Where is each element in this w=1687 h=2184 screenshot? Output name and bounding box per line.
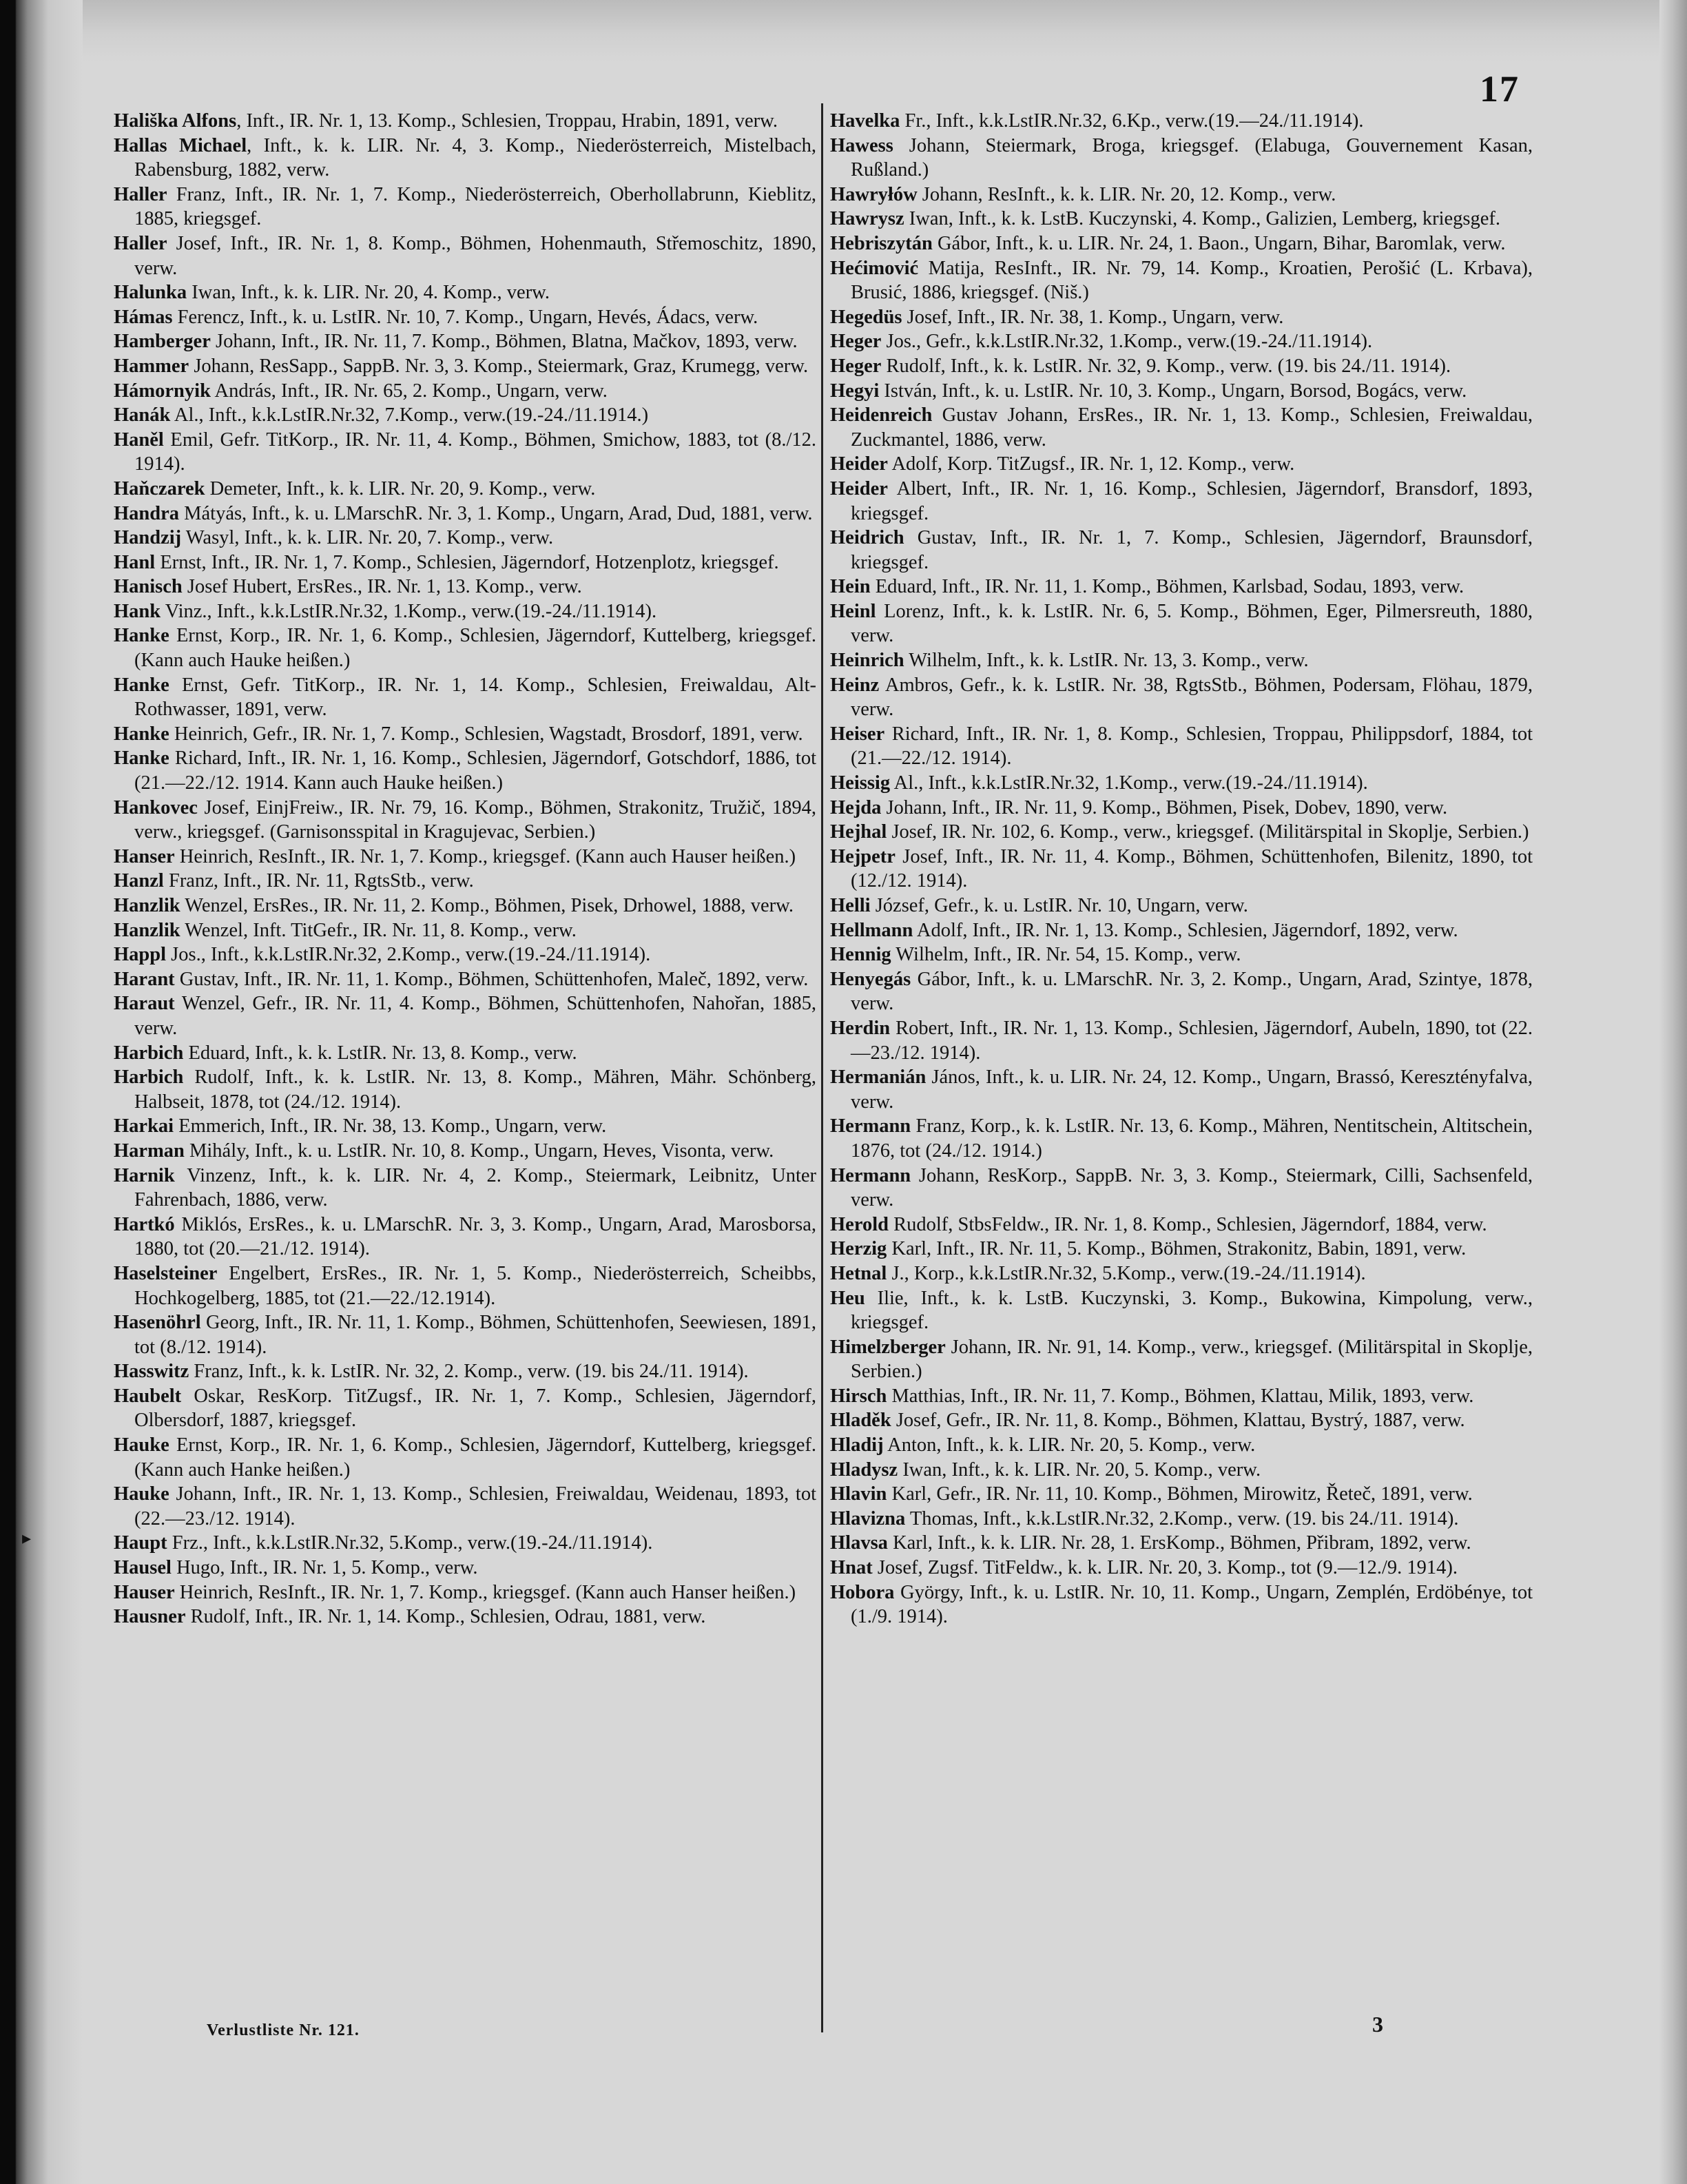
entry-details: Johann, Inft., IR. Nr. 11, 7. Komp., Böhmen, Blatna, Mačkov, 1893, verw.: [210, 331, 798, 353]
entry-surname: Harant: [114, 968, 175, 990]
left-column: [114, 109, 816, 1629]
casualty-entry: [830, 1164, 1533, 1213]
entry-details: Oskar, ResKorp. TitZugsf., IR. Nr. 1, 7. Komp., Schlesien, Jägerndorf, Olbersdorf, 1887, kriegsgef.: [134, 1385, 816, 1432]
casualty-entry: [114, 403, 816, 428]
entry-surname: Hein: [830, 576, 871, 598]
entry-details: Heinrich, Gefr., IR. Nr. 1, 7. Komp., Schlesien, Wagstadt, Brosdorf, 1891, verw.: [169, 723, 803, 745]
entry-details: Johann, Inft., IR. Nr. 1, 13. Komp., Schlesien, Freiwaldau, Weidenau, 1893, tot (22.—23./12. 1914).: [134, 1483, 816, 1529]
entry-surname: Hanák: [114, 404, 171, 426]
casualty-entry: [830, 673, 1533, 722]
entry-details: Anton, Inft., k. k. LIR. Nr. 20, 5. Komp., verw.: [883, 1434, 1256, 1456]
entry-surname: Hlavin: [830, 1483, 887, 1505]
entry-surname: Haller: [114, 232, 167, 254]
casualty-entry: [830, 1335, 1533, 1384]
entry-details: Ernst, Korp., IR. Nr. 1, 6. Komp., Schlesien, Jägerndorf, Kuttelberg, kriegsgef. (Kann auch Hauke heißen.): [134, 625, 816, 672]
footer-sheet-number: 3: [1372, 2012, 1383, 2037]
entry-details: Karl, Gefr., IR. Nr. 11, 10. Komp., Böhmen, Mirowitz, Řeteč, 1891, verw.: [887, 1483, 1473, 1505]
casualty-entry: [114, 991, 816, 1040]
casualty-entry: [830, 109, 1533, 134]
entry-details: Hugo, Inft., IR. Nr. 1, 5. Komp., verw.: [171, 1557, 478, 1579]
entry-details: Fr., Inft., k.k.LstIR.Nr.32, 6.Kp., verw.(19.—24./11.1914).: [900, 110, 1364, 132]
casualty-entry: [114, 575, 816, 599]
casualty-entry: [830, 1580, 1533, 1629]
casualty-entry: [114, 599, 816, 624]
casualty-entry: [114, 1359, 816, 1384]
casualty-entry: [114, 526, 816, 550]
entry-surname: Halunka: [114, 282, 187, 304]
casualty-entry: [830, 1531, 1533, 1556]
entry-details: Franz, Inft., k. k. LstIR. Nr. 32, 2. Komp., verw. (19. bis 24./11. 1914).: [189, 1361, 749, 1383]
entry-surname: Harbich: [114, 1042, 184, 1064]
entry-details: József, Gefr., k. u. LstIR. Nr. 10, Ungarn, verw.: [870, 895, 1248, 916]
entry-details: , Inft., k. k. LIR. Nr. 4, 3. Komp., Niederösterreich, Mistelbach, Rabensburg, 1882, verw.: [134, 134, 816, 181]
entry-surname: Hausel: [114, 1557, 172, 1579]
casualty-entry: [114, 1261, 816, 1310]
entry-surname: Hank: [114, 600, 161, 622]
casualty-entry: [830, 967, 1533, 1016]
entry-surname: Hlavizna: [830, 1507, 906, 1529]
casualty-entry: [830, 1261, 1533, 1286]
entry-surname: Hammer: [114, 355, 189, 377]
casualty-entry: [830, 771, 1533, 796]
casualty-entry: [114, 134, 816, 183]
entry-surname: Hermann: [830, 1164, 911, 1186]
entry-surname: Hanisch: [114, 576, 183, 598]
casualty-entry: [830, 256, 1533, 305]
entry-details: Mihály, Inft., k. u. LstIR. Nr. 10, 8. Komp., Ungarn, Heves, Visonta, verw.: [184, 1140, 774, 1162]
entry-details: András, Inft., IR. Nr. 65, 2. Komp., Ungarn, verw.: [210, 380, 608, 402]
entry-surname: Hausner: [114, 1606, 186, 1628]
entry-surname: Hladěk: [830, 1410, 891, 1432]
entry-details: Johann, Steiermark, Broga, kriegsgef. (Elabuga, Gouvernement Kasan, Rußland.): [851, 134, 1533, 181]
entry-details: Emmerich, Inft., IR. Nr. 38, 13. Komp., Ungarn, verw.: [174, 1115, 607, 1137]
entry-details: Rudolf, Inft., k. k. LstIR. Nr. 13, 8. Komp., Mähren, Mähr. Schönberg, Halbseit, 1878, tot (24./12. 1914).: [134, 1067, 816, 1113]
entry-details: Gábor, Inft., k. u. LIR. Nr. 24, 1. Baon., Ungarn, Bihar, Baromlak, verw.: [932, 232, 1506, 254]
entry-surname: Hobora: [830, 1581, 895, 1603]
casualty-entry: [114, 1556, 816, 1580]
entry-surname: Haller: [114, 183, 167, 205]
casualty-entry: [830, 1065, 1533, 1114]
casualty-entry: [114, 1310, 816, 1359]
entry-details: Gustav, Inft., IR. Nr. 1, 7. Komp., Schlesien, Jägerndorf, Braunsdorf, kriegsgef.: [851, 527, 1533, 573]
casualty-entry: [830, 1384, 1533, 1409]
casualty-entry: [830, 1507, 1533, 1532]
casualty-entry: [114, 477, 816, 502]
entry-surname: Helli: [830, 895, 871, 916]
entry-surname: Hanzlik: [114, 919, 180, 941]
entry-details: Georg, Inft., IR. Nr. 11, 1. Komp., Böhmen, Schüttenhofen, Seewiesen, 1891, tot (8./12. 1914).: [134, 1312, 816, 1358]
entry-details: Johann, Inft., IR. Nr. 11, 9. Komp., Böhmen, Pisek, Dobev, 1890, verw.: [881, 796, 1448, 818]
entry-details: Ilie, Inft., k. k. LstB. Kuczynski, 3. Komp., Bukowina, Kimpolung, verw., kriegsgef.: [851, 1287, 1533, 1334]
entry-surname: Hámas: [114, 306, 173, 328]
entry-surname: Handzij: [114, 527, 182, 549]
entry-details: Adolf, Korp. TitZugsf., IR. Nr. 1, 12. Komp., verw.: [887, 453, 1295, 475]
entry-surname: Hasswitz: [114, 1361, 189, 1383]
casualty-entry: [830, 599, 1533, 648]
entry-surname: Hegyi: [830, 380, 880, 402]
entry-details: Albert, Inft., IR. Nr. 1, 16. Komp., Schlesien, Jägerndorf, Bransdorf, 1893, kriegsgef.: [851, 477, 1533, 524]
casualty-entry: [830, 329, 1533, 354]
casualty-entry: [114, 869, 816, 894]
entry-surname: Hejpetr: [830, 845, 896, 867]
entry-surname: Hejda: [830, 796, 882, 818]
casualty-entry: [114, 746, 816, 795]
casualty-entry: [114, 231, 816, 280]
entry-details: Lorenz, Inft., k. k. LstIR. Nr. 6, 5. Komp., Böhmen, Eger, Pilmersreuth, 1880, verw.: [851, 600, 1533, 647]
entry-details: Engelbert, ErsRes., IR. Nr. 1, 5. Komp., Niederösterreich, Scheibbs, Hochkogelberg, 1885, tot (21.—22./12.1914).: [134, 1262, 816, 1309]
entry-details: Emil, Gefr. TitKorp., IR. Nr. 11, 4. Komp., Böhmen, Smichow, 1883, tot (8./12. 1914).: [134, 429, 816, 475]
entry-details: Wenzel, Inft. TitGefr., IR. Nr. 11, 8. Komp., verw.: [180, 919, 577, 941]
entry-details: Josef, Inft., IR. Nr. 11, 4. Komp., Böhmen, Schüttenhofen, Bilenitz, 1890, tot (12./12. 1914).: [851, 845, 1533, 892]
casualty-entry: [114, 1114, 816, 1139]
entry-surname: Hawrysz: [830, 208, 904, 230]
entry-details: Johann, ResKorp., SappB. Nr. 3, 3. Komp., Steiermark, Cilli, Sachsenfeld, verw.: [851, 1164, 1533, 1211]
entry-surname: Hanke: [114, 723, 169, 745]
entry-surname: Hermann: [830, 1115, 911, 1137]
entry-details: Franz, Inft., IR. Nr. 11, RgtsStb., verw.: [163, 870, 474, 892]
casualty-entry: [830, 894, 1533, 918]
entry-details: , Inft., IR. Nr. 1, 13. Komp., Schlesien, Troppau, Hrabin, 1891, verw.: [236, 110, 778, 132]
page-number: 17: [1480, 68, 1520, 110]
casualty-entry: [114, 1580, 816, 1605]
entry-surname: Handra: [114, 502, 180, 524]
casualty-entry: [830, 526, 1533, 575]
entry-details: Johann, ResInft., k. k. LIR. Nr. 20, 12. Komp., verw.: [917, 183, 1336, 205]
entry-surname: Hallas Michael: [114, 134, 247, 156]
casualty-entry: [114, 183, 816, 231]
entry-details: György, Inft., k. u. LstIR. Nr. 10, 11. Komp., Ungarn, Zemplén, Erdöbénye, tot (1./9. 1914).: [851, 1581, 1533, 1628]
casualty-entry: [114, 1164, 816, 1213]
entry-surname: Heinrich: [830, 650, 904, 672]
casualty-entry: [830, 648, 1533, 673]
entry-details: Adolf, Inft., IR. Nr. 1, 13. Komp., Schlesien, Jägerndorf, 1892, verw.: [913, 919, 1458, 941]
casualty-entry: [830, 452, 1533, 477]
right-column: [830, 109, 1533, 1629]
casualty-entry: [114, 550, 816, 575]
casualty-entry: [114, 942, 816, 967]
entry-surname: Heu: [830, 1287, 865, 1309]
entry-details: Wenzel, Gefr., IR. Nr. 11, 4. Komp., Böhmen, Schüttenhofen, Nahořan, 1885, verw.: [134, 993, 816, 1039]
casualty-entry: [830, 1237, 1533, 1261]
entry-details: Ernst, Inft., IR. Nr. 1, 7. Komp., Schlesien, Jägerndorf, Hotzenplotz, kriegsgef.: [155, 551, 779, 573]
entry-details: Josef, EinjFreiw., IR. Nr. 79, 16. Komp., Böhmen, Strakonitz, Tružič, 1894, verw., kriegsgef. (Garnisonsspital in Kragujevac, Serbien.): [134, 796, 816, 843]
entry-surname: Hirsch: [830, 1385, 887, 1407]
casualty-entry: [114, 967, 816, 992]
entry-details: Heinrich, ResInft., IR. Nr. 1, 7. Komp., kriegsgef. (Kann auch Hauser heißen.): [174, 845, 796, 867]
entry-surname: Heider: [830, 477, 888, 499]
entry-details: Gustav Johann, ErsRes., IR. Nr. 1, 13. Komp., Schlesien, Freiwaldau, Zuckmantel, 1886, verw.: [851, 404, 1533, 451]
entry-surname: Harman: [114, 1140, 185, 1162]
entry-surname: Hladij: [830, 1434, 884, 1456]
entry-surname: Hellmann: [830, 919, 913, 941]
casualty-entry: [114, 502, 816, 526]
casualty-entry: [114, 918, 816, 943]
entry-surname: Herzig: [830, 1238, 887, 1260]
entry-surname: Hermanián: [830, 1067, 927, 1089]
casualty-entry: [830, 403, 1533, 452]
casualty-entry: [114, 305, 816, 330]
entry-details: Franz, Inft., IR. Nr. 1, 7. Komp., Niederösterreich, Oberhollabrunn, Kieblitz, 1885, kriegsgef.: [134, 183, 816, 230]
entry-surname: Hanl: [114, 551, 156, 573]
casualty-entry: [114, 428, 816, 477]
casualty-entry: [830, 379, 1533, 404]
entry-details: Heinrich, ResInft., IR. Nr. 1, 7. Komp., kriegsgef. (Kann auch Hanser heißen.): [174, 1581, 796, 1603]
entry-surname: Hanser: [114, 845, 175, 867]
entry-details: J., Korp., k.k.LstIR.Nr.32, 5.Komp., verw.(19.-24./11.1914).: [887, 1262, 1366, 1284]
entry-surname: Hamberger: [114, 331, 211, 353]
entry-details: Karl, Inft., IR. Nr. 11, 5. Komp., Böhmen, Strakonitz, Babin, 1891, verw.: [887, 1238, 1467, 1260]
entry-details: Ernst, Korp., IR. Nr. 1, 6. Komp., Schlesien, Jägerndorf, Kuttelberg, kriegsgef. (Kann auch Hanke heißen.): [134, 1434, 816, 1481]
entry-surname: Heger: [830, 331, 882, 353]
entry-details: Josef, Gefr., IR. Nr. 11, 8. Komp., Böhmen, Klattau, Bystrý, 1887, verw.: [891, 1410, 1465, 1432]
entry-surname: Haněl: [114, 429, 164, 451]
casualty-entry: [830, 134, 1533, 183]
entry-details: Richard, Inft., IR. Nr. 1, 16. Komp., Schlesien, Jägerndorf, Gotschdorf, 1886, tot (21.—22./12. 1914. Kann auch Hauke heißen.): [134, 748, 816, 794]
casualty-entry: [114, 845, 816, 869]
casualty-entry: [114, 1041, 816, 1066]
casualty-entry: [830, 845, 1533, 894]
casualty-entry: [830, 796, 1533, 821]
casualty-entry: [830, 820, 1533, 845]
entry-details: Mátyás, Inft., k. u. LMarschR. Nr. 3, 1. Komp., Ungarn, Arad, Dud, 1881, verw.: [179, 502, 813, 524]
entry-surname: Hauser: [114, 1581, 175, 1603]
entry-details: Demeter, Inft., k. k. LIR. Nr. 20, 9. Komp., verw.: [205, 477, 596, 499]
casualty-entry: [830, 477, 1533, 526]
entry-details: Karl, Inft., k. k. LIR. Nr. 28, 1. ErsKomp., Böhmen, Přibram, 1892, verw.: [887, 1532, 1471, 1554]
entry-surname: Hauke: [114, 1483, 169, 1505]
entry-details: Gustav, Inft., IR. Nr. 11, 1. Komp., Böhmen, Schüttenhofen, Maleč, 1892, verw.: [174, 968, 809, 990]
entry-surname: Heiser: [830, 723, 885, 745]
entry-surname: Harbich: [114, 1067, 184, 1089]
casualty-entry: [830, 575, 1533, 599]
scan-left-edge: [0, 0, 83, 2184]
casualty-entry: [114, 1605, 816, 1629]
casualty-entry: [114, 109, 816, 134]
entry-details: János, Inft., k. u. LIR. Nr. 24, 12. Komp., Ungarn, Brassó, Keresztényfalva, verw.: [851, 1067, 1533, 1113]
entry-surname: Heidenreich: [830, 404, 933, 426]
footer-issue: Verlustliste Nr. 121.: [207, 2021, 360, 2039]
entry-details: Wenzel, ErsRes., IR. Nr. 11, 2. Komp., Böhmen, Pisek, Drhowel, 1888, verw.: [180, 895, 794, 916]
casualty-entry: [114, 329, 816, 354]
entry-surname: Happl: [114, 944, 167, 966]
casualty-entry: [114, 354, 816, 379]
casualty-entry: [114, 1433, 816, 1482]
entry-details: Iwan, Inft., k. k. LstB. Kuczynski, 4. Komp., Galizien, Lemberg, kriegsgef.: [904, 208, 1501, 230]
casualty-entry: [830, 722, 1533, 771]
entry-surname: Hanke: [114, 674, 169, 696]
casualty-entry: [830, 305, 1533, 330]
casualty-entry: [114, 1531, 816, 1556]
entry-details: Thomas, Inft., k.k.LstIR.Nr.32, 2.Komp., verw. (19. bis 24./11. 1914).: [905, 1507, 1459, 1529]
entry-surname: Hauke: [114, 1434, 169, 1456]
entry-details: Robert, Inft., IR. Nr. 1, 13. Komp., Schlesien, Jägerndorf, Aubeln, 1890, tot (22.—23./12. 1914).: [851, 1017, 1533, 1064]
entry-surname: Harkai: [114, 1115, 174, 1137]
casualty-entry: [830, 1016, 1533, 1065]
entry-details: Eduard, Inft., k. k. LstIR. Nr. 13, 8. Komp., verw.: [183, 1042, 577, 1064]
entry-details: Iwan, Inft., k. k. LIR. Nr. 20, 4. Komp., verw.: [187, 282, 550, 304]
entry-details: Gábor, Inft., k. u. LMarschR. Nr. 3, 2. Komp., Ungarn, Arad, Szintye, 1878, verw.: [851, 968, 1533, 1015]
entry-details: Al., Inft., k.k.LstIR.Nr.32, 7.Komp., verw.(19.-24./11.1914.): [170, 404, 649, 426]
entry-details: Wilhelm, Inft., IR. Nr. 54, 15. Komp., verw.: [891, 944, 1241, 966]
entry-details: Josef, IR. Nr. 102, 6. Komp., verw., kriegsgef. (Militärspital in Skoplje, Serbien.): [887, 821, 1529, 843]
entry-details: Wilhelm, Inft., k. k. LstIR. Nr. 13, 3. Komp., verw.: [904, 650, 1309, 672]
entry-surname: Haselsteiner: [114, 1262, 218, 1284]
casualty-entry: [830, 1408, 1533, 1433]
entry-surname: Haraut: [114, 993, 175, 1015]
casualty-entry: [830, 1556, 1533, 1580]
casualty-entry: [830, 942, 1533, 967]
casualty-entry: [830, 1433, 1533, 1458]
entry-details: Iwan, Inft., k. k. LIR. Nr. 20, 5. Komp., verw.: [898, 1459, 1261, 1481]
entry-surname: Hališka Alfons: [114, 110, 237, 132]
entry-surname: Hetnal: [830, 1262, 887, 1284]
casualty-entry: [114, 722, 816, 747]
casualty-entry: [114, 894, 816, 918]
entry-details: Richard, Inft., IR. Nr. 1, 8. Komp., Schlesien, Troppau, Philippsdorf, 1884, tot (21.—22./12. 1914).: [851, 723, 1533, 770]
entry-details: Johann, ResSapp., SappB. Nr. 3, 3. Komp., Steiermark, Graz, Krumegg, verw.: [189, 355, 809, 377]
casualty-entry: [830, 231, 1533, 256]
casualty-entry: [114, 673, 816, 722]
entry-details: Johann, IR. Nr. 91, 14. Komp., verw., kriegsgef. (Militärspital in Skoplje, Serbien.): [851, 1336, 1533, 1383]
casualty-entry: [114, 379, 816, 404]
entry-details: Wasyl, Inft., k. k. LIR. Nr. 20, 7. Komp., verw.: [181, 527, 554, 549]
casualty-entry: [830, 1458, 1533, 1483]
entry-surname: Hámornyik: [114, 380, 211, 402]
entry-details: Josef, Zugsf. TitFeldw., k. k. LIR. Nr. 20, 3. Komp., tot (9.—12./9. 1914).: [872, 1557, 1458, 1579]
entry-details: István, Inft., k. u. LstIR. Nr. 10, 3. Komp., Ungarn, Borsod, Bogács, verw.: [879, 380, 1467, 402]
entry-surname: Hejhal: [830, 821, 887, 843]
entry-surname: Heinl: [830, 600, 876, 622]
entry-surname: Heinz: [830, 674, 880, 696]
entry-surname: Hlavsa: [830, 1532, 888, 1554]
entry-surname: Hanke: [114, 748, 169, 770]
entry-details: Rudolf, Inft., k. k. LstIR. Nr. 32, 9. Komp., verw. (19. bis 24./11. 1914).: [881, 355, 1451, 377]
entry-surname: Henyegás: [830, 968, 911, 990]
entry-details: Frz., Inft., k.k.LstIR.Nr.32, 5.Komp., verw.(19.-24./11.1914).: [167, 1532, 653, 1554]
entry-details: Jos., Gefr., k.k.LstIR.Nr.32, 1.Komp., verw.(19.-24./11.1914).: [881, 331, 1373, 353]
entry-details: Ernst, Gefr. TitKorp., IR. Nr. 1, 14. Komp., Schlesien, Freiwaldau, Alt-Rothwasser, 1891, verw.: [134, 674, 816, 721]
casualty-entry: [114, 624, 816, 672]
entry-surname: Hawryłów: [830, 183, 918, 205]
entry-surname: Havelka: [830, 110, 900, 132]
casualty-entry: [830, 354, 1533, 379]
casualty-entry: [830, 183, 1533, 207]
entry-surname: Herold: [830, 1213, 889, 1235]
casualty-entry: [830, 1482, 1533, 1507]
entry-surname: Hennig: [830, 944, 891, 966]
casualty-entry: [114, 1139, 816, 1164]
entry-details: Vinz., Inft., k.k.LstIR.Nr.32, 1.Komp., verw.(19.-24./11.1914).: [161, 600, 657, 622]
scan-right-edge: [1659, 0, 1687, 2184]
entry-details: Eduard, Inft., IR. Nr. 11, 1. Komp., Böhmen, Karlsbad, Sodau, 1893, verw.: [870, 576, 1465, 598]
casualty-entry: [114, 1482, 816, 1531]
entry-details: Josef, Inft., IR. Nr. 38, 1. Komp., Ungarn, verw.: [902, 306, 1284, 328]
entry-surname: Hanzlik: [114, 895, 180, 916]
entry-details: Jos., Inft., k.k.LstIR.Nr.32, 2.Komp., verw.(19.-24./11.1914).: [166, 944, 651, 966]
casualty-entry: [114, 1384, 816, 1433]
casualty-entry: [114, 1065, 816, 1114]
entry-details: Ferencz, Inft., k. u. LstIR. Nr. 10, 7. Komp., Ungarn, Hevés, Ádacs, verw.: [172, 306, 758, 328]
entry-details: Miklós, ErsRes., k. u. LMarschR. Nr. 3, 3. Komp., Ungarn, Arad, Marosborsa, 1880, tot (20.—21./12. 1914).: [134, 1213, 816, 1260]
entry-surname: Haubelt: [114, 1385, 182, 1407]
entry-surname: Hawess: [830, 134, 893, 156]
entry-surname: Haupt: [114, 1532, 167, 1554]
entry-details: Rudolf, StbsFeldw., IR. Nr. 1, 8. Komp., Schlesien, Jägerndorf, 1884, verw.: [888, 1213, 1487, 1235]
entry-surname: Hanzl: [114, 870, 164, 892]
entry-surname: Himelzberger: [830, 1336, 946, 1358]
entry-surname: Hartkó: [114, 1213, 175, 1235]
entry-surname: Hladysz: [830, 1459, 898, 1481]
entry-details: Josef Hubert, ErsRes., IR. Nr. 1, 13. Komp., verw.: [182, 576, 582, 598]
entry-surname: Heissig: [830, 772, 891, 794]
casualty-entry: [830, 1114, 1533, 1163]
entry-surname: Hankovec: [114, 796, 198, 818]
entry-details: Ambros, Gefr., k. k. LstIR. Nr. 38, RgtsStb., Böhmen, Podersam, Flöhau, 1879, verw.: [851, 674, 1533, 721]
entry-surname: Hanke: [114, 625, 169, 647]
entry-details: Rudolf, Inft., IR. Nr. 1, 14. Komp., Schlesien, Odrau, 1881, verw.: [185, 1606, 706, 1628]
margin-mark: ▸: [22, 1528, 32, 1548]
entry-surname: Harnik: [114, 1164, 175, 1186]
entry-surname: Heger: [830, 355, 882, 377]
entry-details: Franz, Korp., k. k. LstIR. Nr. 13, 6. Komp., Mähren, Nentitschein, Altitschein, 1876, tot (24./12. 1914.): [851, 1115, 1533, 1162]
entry-details: Vinzenz, Inft., k. k. LIR. Nr. 4, 2. Komp., Steiermark, Leibnitz, Unter Fahrenbach, 1886, verw.: [134, 1164, 816, 1211]
entry-surname: Heidrich: [830, 527, 904, 549]
entry-details: Matija, ResInft., IR. Nr. 79, 14. Komp., Kroatien, Perošić (L. Krbava), Brusić, 1886, kriegsgef. (Niš.): [851, 257, 1533, 304]
entry-surname: Hegedüs: [830, 306, 902, 328]
casualty-entry: [830, 918, 1533, 943]
entry-surname: Herdin: [830, 1017, 891, 1039]
casualty-entry: [114, 1213, 816, 1261]
casualty-entry: [830, 207, 1533, 231]
casualty-entry: [114, 796, 816, 845]
entry-details: Josef, Inft., IR. Nr. 1, 8. Komp., Böhmen, Hohenmauth, Střemoschitz, 1890, verw.: [134, 232, 816, 279]
column-divider: [821, 103, 823, 2032]
casualty-entry: [830, 1286, 1533, 1335]
casualty-entry: [114, 280, 816, 305]
scan-top-shadow: [0, 0, 1687, 62]
entry-surname: Haňczarek: [114, 477, 205, 499]
casualty-entry: [830, 1213, 1533, 1237]
entry-surname: Hnat: [830, 1557, 873, 1579]
entry-surname: Heider: [830, 453, 888, 475]
entry-surname: Hasenöhrl: [114, 1312, 201, 1334]
entry-details: Matthias, Inft., IR. Nr. 11, 7. Komp., Böhmen, Klattau, Milik, 1893, verw.: [887, 1385, 1474, 1407]
entry-details: Al., Inft., k.k.LstIR.Nr.32, 1.Komp., verw.(19.-24./11.1914).: [890, 772, 1368, 794]
entry-surname: Hećimović: [830, 257, 919, 279]
entry-surname: Hebriszytán: [830, 232, 933, 254]
